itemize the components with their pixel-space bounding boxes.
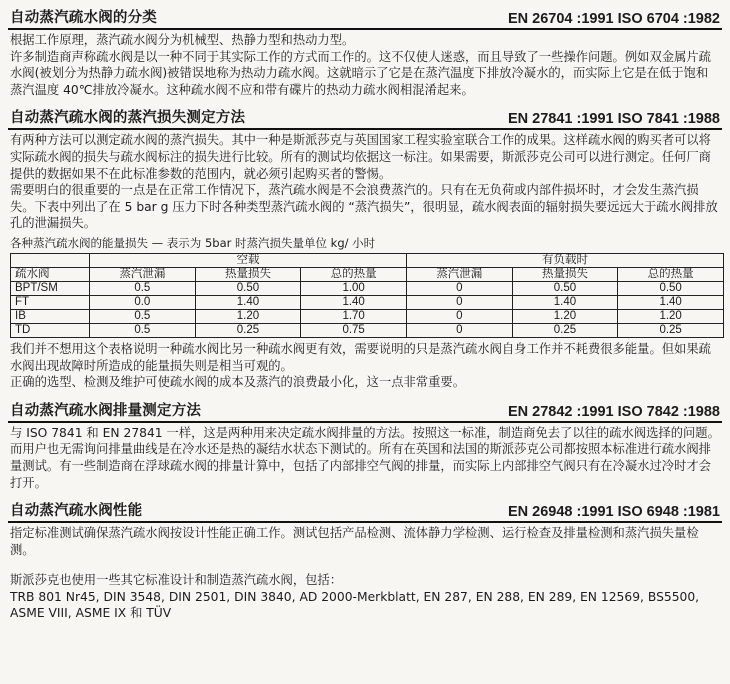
paragraph: 与 ISO 7841 和 EN 27841 一样，这是两种用来决定疏水阀排量的方法。按照这一标准，制造商免去了以往的疏水阀选择的问题。而用户也无需询问排量曲线是在冷水还是热的凝结水状态下测试的。所有在英国和法国的斯派莎克公司都按照本标准进行疏水阀排量测试。有一些制造商在浮球疏水阀的排量计算中，包括了内部排空气阀的排量，而实际上内部排空气阀只有在冷凝水过冷时才会打开。 — [10, 425, 720, 490]
table-header-heat: 热量损失 — [195, 267, 301, 281]
cell-load-total: 0.50 — [618, 281, 724, 295]
section-header-performance — [8, 499, 722, 523]
cell-idle-heat: 0.50 — [195, 281, 301, 295]
paragraph: 指定标准测试确保蒸汽疏水阀按设计性能正确工作。测试包括产品检测、流体静力学检测、运行检查及排量检测和蒸汽损失量检测。 — [10, 526, 699, 557]
cell-load-leak: 0 — [406, 295, 512, 309]
section-title: 自动蒸汽疏水阀性能 — [10, 503, 143, 520]
table-header-total: 总的热量 — [301, 267, 407, 281]
table-row — [11, 323, 724, 337]
section-title: 自动蒸汽疏水阀的蒸汽损失测定方法 — [10, 110, 246, 127]
section-header-capacity — [8, 399, 722, 423]
cell-idle-heat: 0.25 — [195, 323, 301, 337]
cell-trap: IB — [11, 309, 90, 323]
paragraph: 我们并不想用这个表格说明一种疏水阀比另一种疏水阀更有效，需要说明的只是蒸汽疏水阀自身工作并不耗费很多能量。但如果疏水阀出现故障时所造成的能量损失则是相当可观的。 — [10, 341, 711, 373]
section-standards: EN 27841 :1991 ISO 7841 :1988 — [507, 111, 720, 128]
section-standards: EN 26704 :1991 ISO 6704 :1982 — [507, 11, 720, 27]
table-header-blank — [11, 253, 90, 267]
cell-idle-total: 1.40 — [301, 295, 407, 309]
cell-load-leak: 0 — [406, 281, 512, 295]
cell-idle-leak: 0.5 — [90, 281, 196, 295]
document-page — [0, 6, 730, 684]
cell-load-leak: 0 — [406, 309, 512, 323]
cell-idle-leak: 0.0 — [90, 295, 196, 309]
cell-idle-heat: 1.40 — [195, 295, 301, 309]
cell-idle-total: 1.70 — [301, 309, 407, 323]
section-header-classification — [8, 6, 722, 30]
cell-idle-heat: 1.20 — [195, 309, 301, 323]
cell-trap: TD — [11, 323, 90, 337]
table-row — [11, 295, 724, 309]
section-header-steam-loss — [8, 106, 722, 130]
section-standards: EN 27842 :1991 ISO 7842 :1988 — [507, 403, 720, 420]
table-header-total: 总的热量 — [618, 267, 724, 281]
section-title: 自动蒸汽疏水阀的分类 — [10, 10, 157, 26]
section-title: 自动蒸汽疏水阀排量测定方法 — [10, 402, 202, 419]
cell-load-heat: 1.20 — [512, 309, 618, 323]
paragraph: 需要明白的很重要的一点是在正常工作情况下，蒸汽疏水阀是不会浪费蒸汽的。只有在无负荷或内部件损坏时，才会发生蒸汽损失。下表中列出了在 5 bar g 压力下时各种类型蒸汽疏水阀的 “蒸汽损失”，很明显，疏水阀表面的辐射损失要远远大于疏水阀排放孔的泄漏损失。 — [10, 183, 718, 231]
table-header-leak: 蒸汽泄漏 — [90, 267, 196, 281]
paragraph: 正确的选型、检测及维护可使疏水阀的成本及蒸汽的浪费最小化，这一点非常重要。 — [10, 375, 465, 390]
cell-idle-total: 0.75 — [301, 323, 407, 337]
cell-load-total: 1.40 — [618, 295, 724, 309]
cell-idle-total: 1.00 — [301, 281, 407, 295]
paragraph: 许多制造商声称疏水阀是以一种不同于其实际工作的方式而工作的。这不仅使人迷惑，而且导致了一些操作问题。例如双金属片疏水阀(被划分为热静力疏水阀)被错误地称为热动力疏水阀。这就暗示了它是在蒸汽温度下排放冷凝水的，而实际上它是在低于饱和蒸汽温度 40℃排放冷凝水。这种疏水阀不应和带有碟片的热动力疏水阀相混淆起来。 — [10, 49, 711, 97]
cell-load-leak: 0 — [406, 323, 512, 337]
cell-trap: FT — [11, 295, 90, 309]
cell-load-total: 0.25 — [618, 323, 724, 337]
table-header-trap: 疏水阀 — [11, 267, 90, 281]
paragraph: 有两种方法可以测定疏水阀的蒸汽损失。其中一种是斯派莎克与英国国家工程实验室联合工作的成果。这样疏水阀的购买者可以将实际疏水阀的损失与疏水阀标注的损失进行比较。所有的测试均依据这一标注。如果需要，斯派莎克公司可以进行测定。任何厂商提供的数据如果不在此标准参数的范围内，就必须引起购买者的警惕。 — [10, 133, 711, 181]
paragraph: 根据工作原理，蒸汽疏水阀分为机械型、热静力型和热动力型。 — [10, 33, 355, 47]
table-row — [11, 309, 724, 323]
cell-load-total: 1.20 — [618, 309, 724, 323]
table-group-loaded: 有负载时 — [406, 253, 723, 267]
table-row — [11, 281, 724, 295]
cell-load-heat: 1.40 — [512, 295, 618, 309]
section-standards: EN 26948 :1991 ISO 6948 :1981 — [507, 504, 720, 521]
cell-trap: BPT/SM — [11, 281, 90, 295]
table-header-leak: 蒸汽泄漏 — [406, 267, 512, 281]
table-group-idle: 空载 — [90, 253, 407, 267]
cell-idle-leak: 0.5 — [90, 323, 196, 337]
energy-loss-table — [10, 253, 724, 338]
cell-load-heat: 0.25 — [512, 323, 618, 337]
table-caption: 各种蒸汽疏水阀的能量损失 — 表示为 5bar 时蒸汽损失量单位 kg/ 小时 — [10, 235, 376, 250]
footer-intro: 斯派莎克也使用一些其它标准设计和制造蒸汽疏水阀，包括： — [10, 573, 343, 588]
cell-idle-leak: 0.5 — [90, 309, 196, 323]
cell-load-heat: 0.50 — [512, 281, 618, 295]
table-header-heat: 热量损失 — [512, 267, 618, 281]
footer-standards-list: TRB 801 Nr45, DIN 3548, DIN 2501, DIN 3840, AD 2000-Merkblatt, EN 287, EN 288, EN 289, EN 12569, BS5500, ASME VIII, ASME IX 和 TÜV — [10, 589, 700, 621]
